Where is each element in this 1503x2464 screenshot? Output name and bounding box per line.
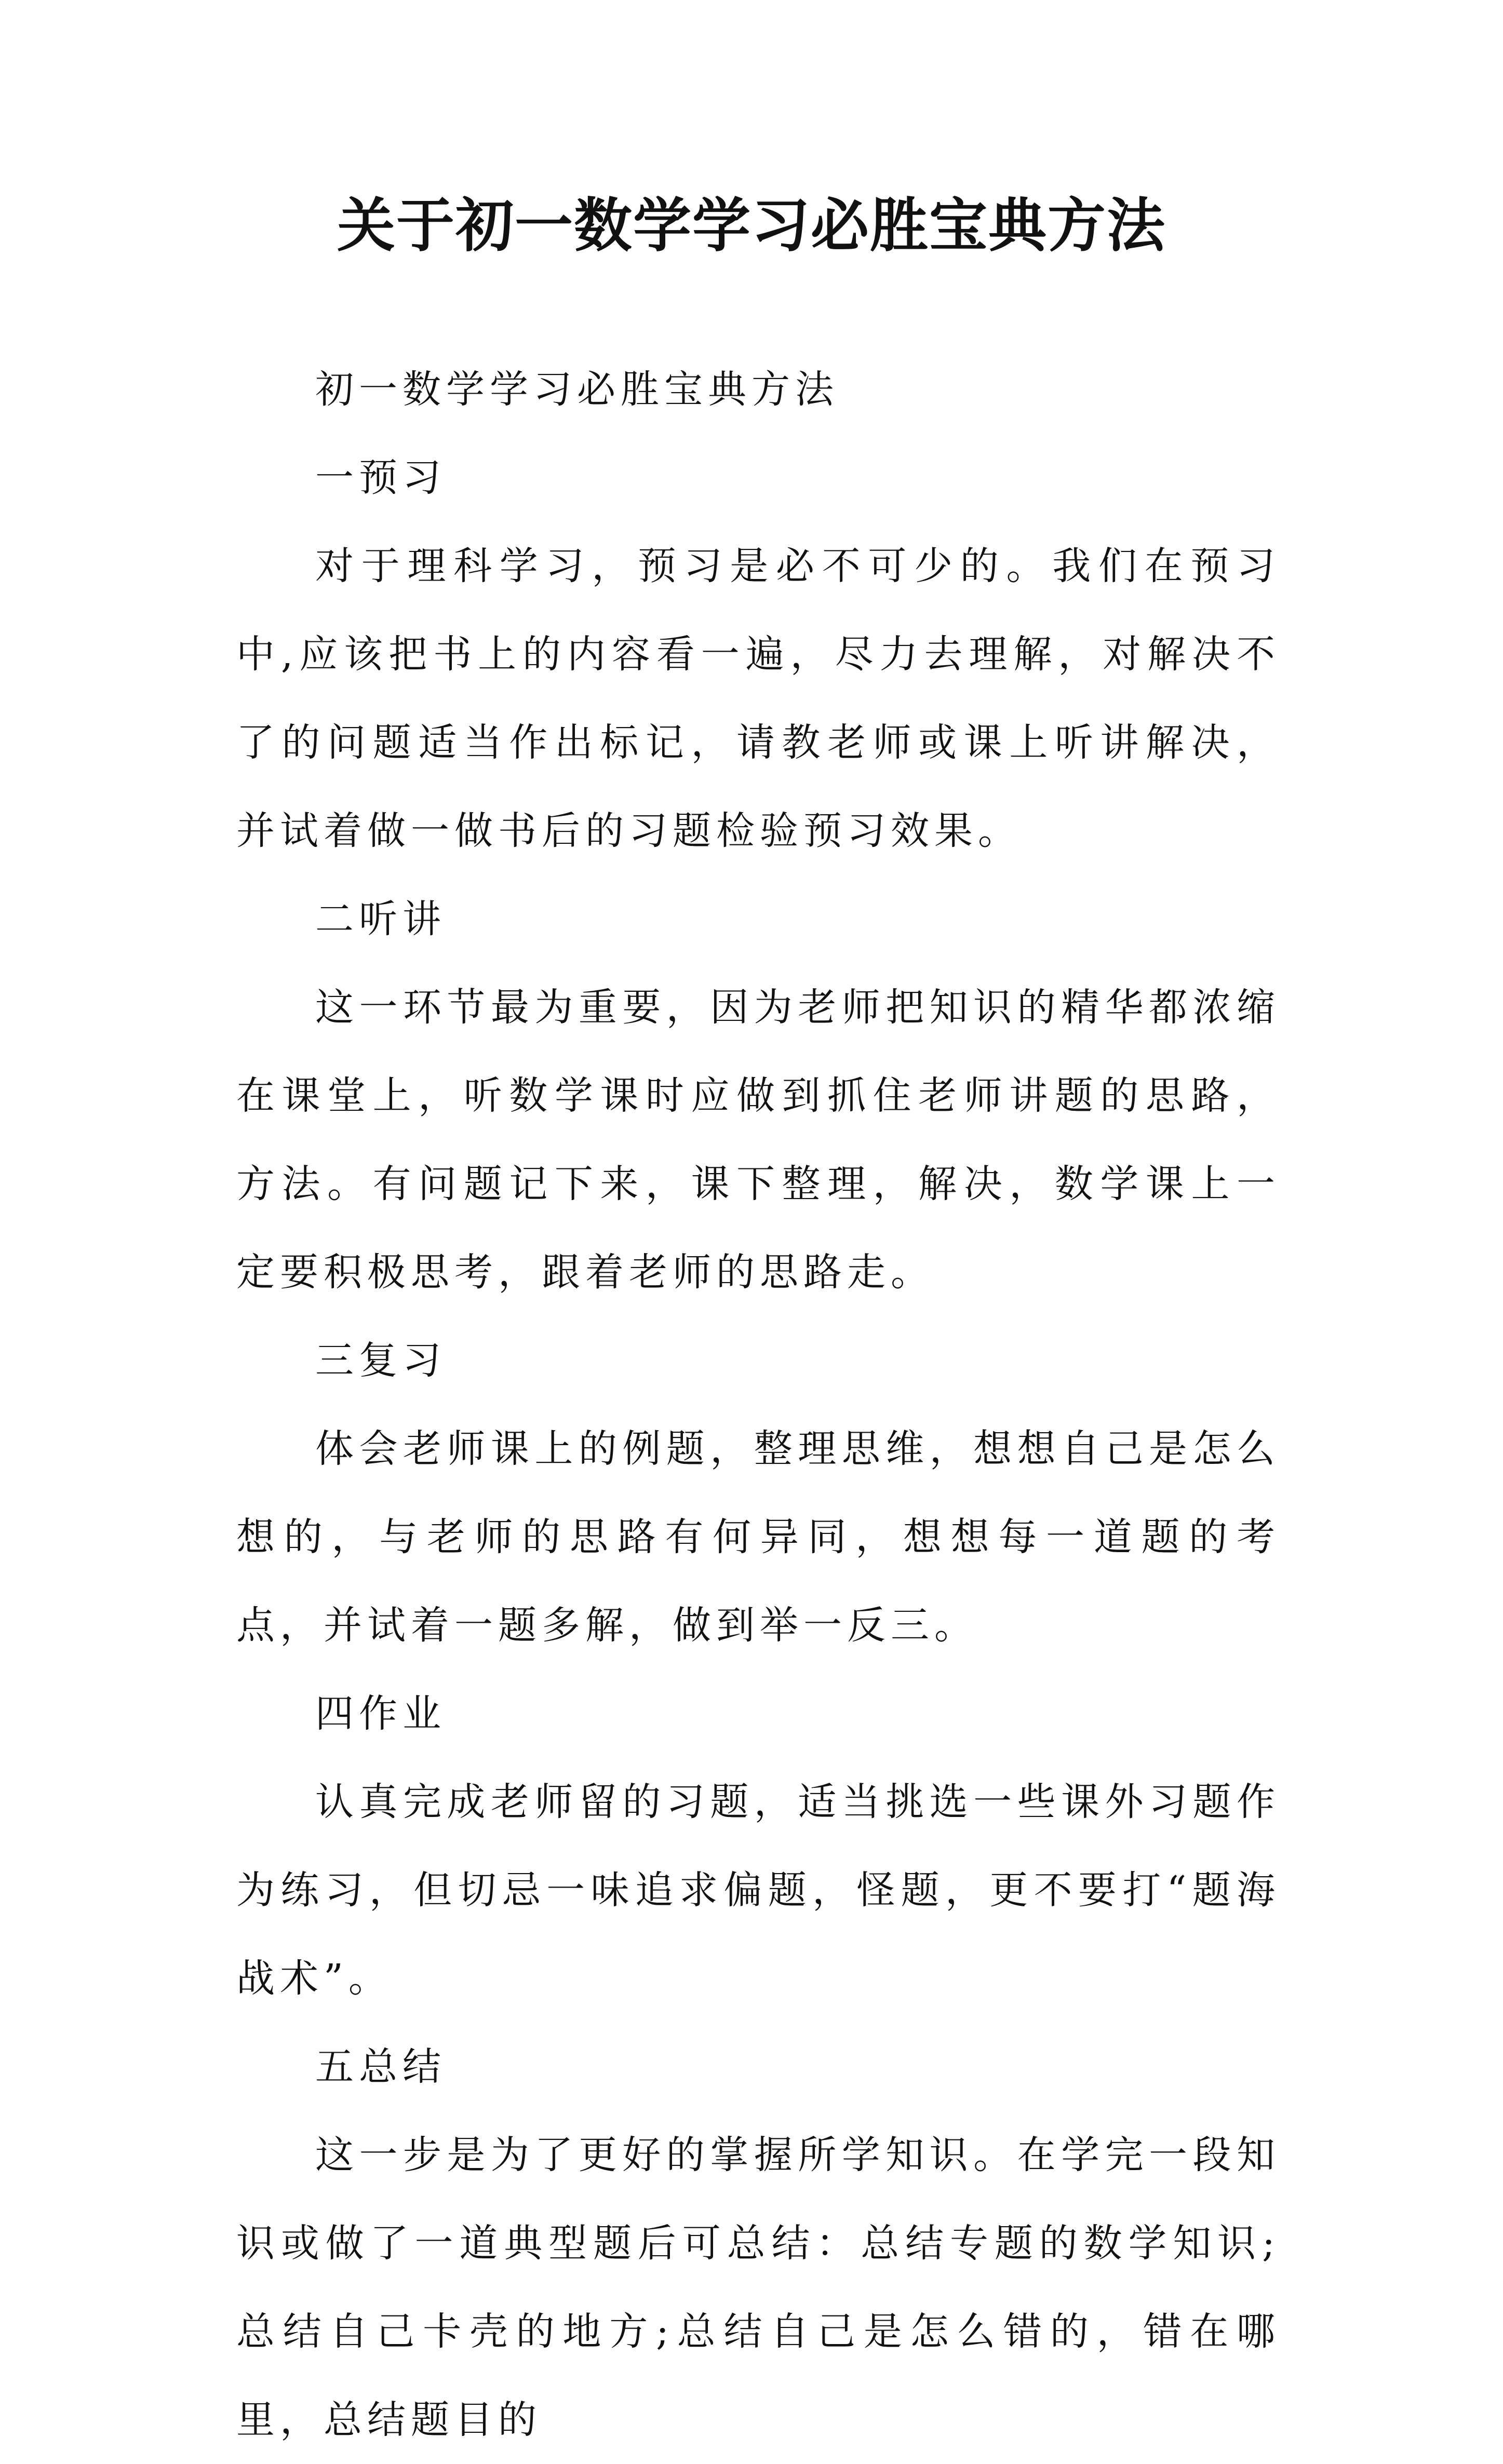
section-heading-preview: 一预习 xyxy=(315,455,446,500)
section-paragraph-listening: 这一环节最为重要，因为老师把知识的精华都浓缩在课堂上，听数学课时应做到抓住老师讲题的思路，方法。有问题记下来，课下整理，解决，数学课上一定要积极思考，跟着老师的思路走。 xyxy=(236,985,1280,1295)
section-heading-review: 三复习 xyxy=(315,1338,446,1383)
document-title: 关于初一数学学习必胜宝典方法 xyxy=(337,192,1166,260)
document-body xyxy=(236,345,1280,2464)
document-subtitle: 初一数学学习必胜宝典方法 xyxy=(315,367,839,412)
section-paragraph-summary: 这一步是为了更好的掌握所学知识。在学完一段知识或做了一道典型题后可总结：总结专题的数学知识;总结自己卡壳的地方;总结自己是怎么错的，错在哪里，总结题目的 xyxy=(236,2133,1280,2442)
section-heading-summary: 五总结 xyxy=(315,2044,446,2089)
section-heading-listening: 二听讲 xyxy=(315,897,446,941)
section-paragraph-preview: 对于理科学习，预习是必不可少的。我们在预习中,应该把书上的内容看一遍，尽力去理解，对解决不了的问题适当作出标记，请教老师或课上听讲解决，并试着做一做书后的习题检验预习效果。 xyxy=(236,544,1280,853)
section-paragraph-homework: 认真完成老师留的习题，适当挑选一些课外习题作为练习，但切忌一味追求偏题，怪题，更不要打“题海战术”。 xyxy=(236,1780,1280,2001)
section-heading-homework: 四作业 xyxy=(315,1691,446,1736)
section-paragraph-review: 体会老师课上的例题，整理思维，想想自己是怎么想的，与老师的思路有何异同，想想每一道题的考点，并试着一题多解，做到举一反三。 xyxy=(236,1426,1280,1648)
